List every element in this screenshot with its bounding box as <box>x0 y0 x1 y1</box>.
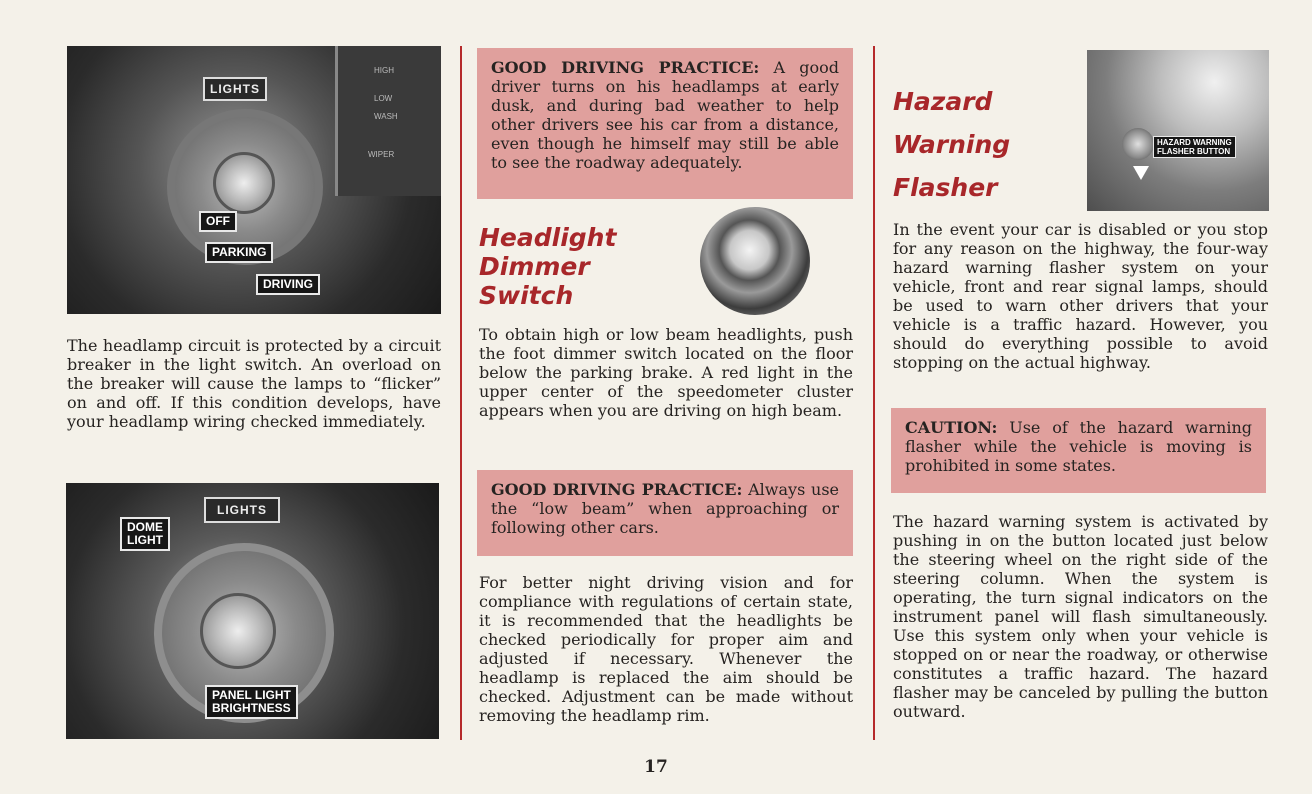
lights-plate: LIGHTS <box>203 77 267 101</box>
down-arrow-icon <box>1133 166 1149 180</box>
dome-knob <box>200 593 276 669</box>
dome-lights-plate: LIGHTS <box>204 497 280 523</box>
dome-light-photo <box>66 483 439 739</box>
lights-knob <box>213 152 275 214</box>
wiper-switch-panel <box>335 46 441 196</box>
dimmer-switch-image <box>700 207 810 315</box>
caution-text: Use of the hazard warning flasher while the vehicle is moving is prohibited in some states. <box>905 418 1252 475</box>
callout-2-lead: GOOD DRIVING PRACTICE: <box>491 480 743 499</box>
hazard-button-knob <box>1122 128 1154 160</box>
off-label: OFF <box>199 211 237 232</box>
wiper-wash: WASH <box>374 112 398 121</box>
dimmer-switch-paragraph: To obtain high or low beam headlights, push the foot dimmer switch located on the floor below the parking brake. A red light in the upper center of the speedometer cluster appears when you are driving on high beam. <box>479 325 853 420</box>
headlight-aim-paragraph: For better night driving vision and for compliance with regulations of certain state, it is recommended that the headlights be checked periodically for proper aim and adjusted if necessary. Whenever the headlamp is replaced the aim should be checked. Adjustment can be made without removing the headlamp rim. <box>479 573 853 725</box>
wiper-label: WIPER <box>368 150 395 159</box>
driving-label: DRIVING <box>256 274 320 295</box>
column-rule-left <box>460 46 462 740</box>
wiper-low: LOW <box>374 94 393 103</box>
panel-light-label: PANEL LIGHT BRIGHTNESS <box>205 685 298 719</box>
circuit-breaker-paragraph: The headlamp circuit is protected by a circuit breaker in the light switch. An overload on the breaker will cause the lamps to “flicker” on and off. If this condition develops, have your headlamp wiring checked immediately. <box>67 336 441 431</box>
hazard-button-photo <box>1087 50 1269 211</box>
callout-2-text: Always use the “low beam” when approaching or following other cars. <box>491 480 839 537</box>
callout-1-text: A good driver turns on his headlamps at early dusk, and during bad weather to help other drivers see his car from a distance, even though he himself may still be able to see the roadway adequately. <box>491 58 839 172</box>
hazard-intro-paragraph: In the event your car is disabled or you stop for any reason on the highway, the four-way hazard warning flasher system on your vehicle, front and rear signal lamps, should be used to warn other drivers that your vehicle is a traffic hazard. However, you should do everything possible to avoid stopping on the actual highway. <box>893 220 1268 372</box>
parking-label: PARKING <box>205 242 273 263</box>
page-number: 17 <box>644 757 668 777</box>
wiper-high: HIGH <box>374 66 394 75</box>
driving-practice-callout-2 <box>477 470 853 556</box>
lights-switch-photo <box>67 46 441 314</box>
callout-1-lead: GOOD DRIVING PRACTICE: <box>491 58 760 77</box>
dome-light-label: DOME LIGHT <box>120 517 170 551</box>
column-rule-right <box>873 46 875 740</box>
hazard-flasher-heading: Hazard Warning Flasher <box>893 87 1011 202</box>
dimmer-switch-heading: Headlight Dimmer Switch <box>479 223 617 310</box>
caution-lead: CAUTION: <box>905 418 998 437</box>
hazard-operation-paragraph: The hazard warning system is activated by pushing in on the button located just below the steering wheel on the right side of the steering column. When the system is operating, the turn signal indicators on the instrument panel will flash simultaneously. Use this system only when your vehicle is stopped on or near the roadway, or otherwise constitutes a traffic hazard. The hazard flasher may be canceled by pulling the button outward. <box>893 512 1268 721</box>
hazard-caution-callout <box>891 408 1266 493</box>
driving-practice-callout-1 <box>477 48 853 199</box>
hazard-button-label: HAZARD WARNING FLASHER BUTTON <box>1153 136 1236 158</box>
